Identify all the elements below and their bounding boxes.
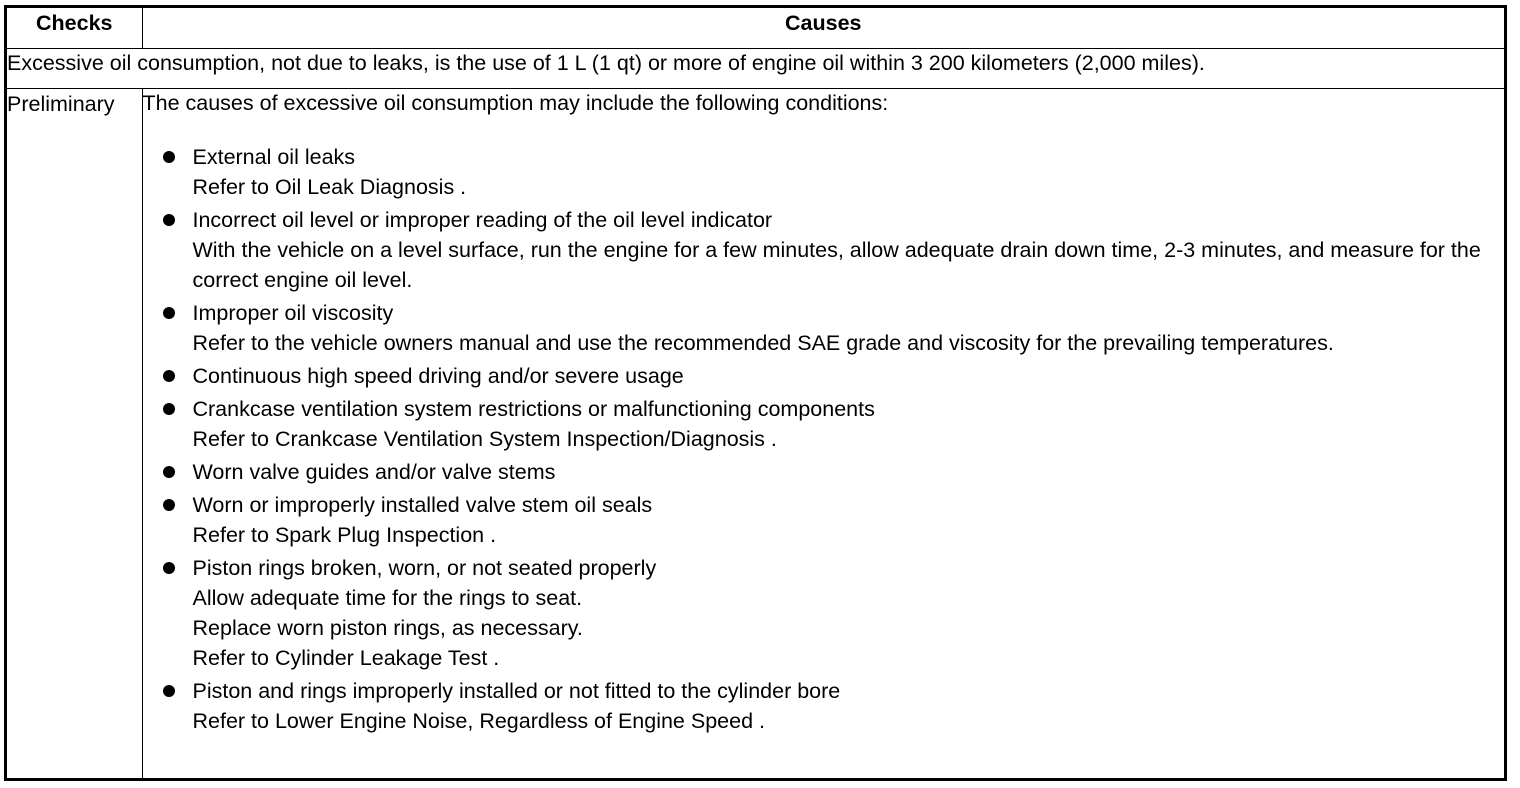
causes-header: Causes [142,8,1504,49]
cause-detail: Refer to Spark Plug Inspection . [192,523,497,547]
causes-list [143,142,1505,736]
bullet-icon [163,307,175,319]
header-row [7,8,1504,49]
diagnostic-table [7,8,1504,778]
cause-title: Incorrect oil level or improper reading of the oil level indicator [192,208,773,232]
cause-detail: Refer to Cylinder Leakage Test . [192,646,500,670]
bullet-icon [163,403,175,415]
cause-list-item [193,394,1505,454]
bullet-icon [163,214,175,226]
definition-row [7,49,1504,89]
cause-title: Piston and rings improperly installed or not fitted to the cylinder bore [192,679,841,703]
cause-list-item [193,205,1505,295]
cause-list-item [193,676,1505,736]
cause-detail: Refer to Crankcase Ventilation System Inspection/Diagnosis . [192,427,777,451]
cause-title: Worn valve guides and/or valve stems [192,460,556,484]
cause-list-item [193,457,1505,487]
bullet-icon [163,685,175,697]
cause-title: Piston rings broken, worn, or not seated properly [192,556,657,580]
cause-list-item [193,553,1505,673]
cause-detail: Refer to Lower Engine Noise, Regardless of Engine Speed . [192,709,765,733]
cause-detail: Allow adequate time for the rings to seat. [192,586,583,610]
diagnostic-table-frame [4,5,1507,781]
cause-list-item [193,490,1505,550]
cause-title: Crankcase ventilation system restrictions or malfunctioning components [192,397,875,421]
cause-detail: Replace worn piston rings, as necessary. [192,616,583,640]
cause-title: Improper oil viscosity [192,301,394,325]
cause-detail: Refer to Oil Leak Diagnosis . [192,175,467,199]
definition-text: Excessive oil consumption, not due to leaks, is the use of 1 L (1 qt) or more of engine oil within 3 200 kilometers (2,000 miles). [7,49,1504,89]
cause-title: Worn or improperly installed valve stem oil seals [192,493,653,517]
bullet-icon [163,370,175,382]
bullet-icon [163,466,175,478]
checks-header: Checks [7,8,142,49]
cause-title: Continuous high speed driving and/or severe usage [192,364,684,388]
cause-list-item [193,298,1505,358]
cause-detail: Refer to the vehicle owners manual and use the recommended SAE grade and viscosity for the prevailing temperatures. [192,331,1334,355]
bullet-icon [163,499,175,511]
cause-list-item [193,361,1505,391]
cause-detail: With the vehicle on a level surface, run the engine for a few minutes, allow adequate drain down time, 2-3 minutes, and measure for the correct engine oil level. [192,238,1481,292]
bullet-icon [163,562,175,574]
causes-lead-text: The causes of excessive oil consumption may include the following conditions: [142,91,889,115]
bullet-icon [163,151,175,163]
cause-title: External oil leaks [192,145,356,169]
cause-list-item [193,142,1505,202]
causes-cell [142,89,1504,779]
check-label: Preliminary [7,89,142,779]
preliminary-row [7,89,1504,779]
